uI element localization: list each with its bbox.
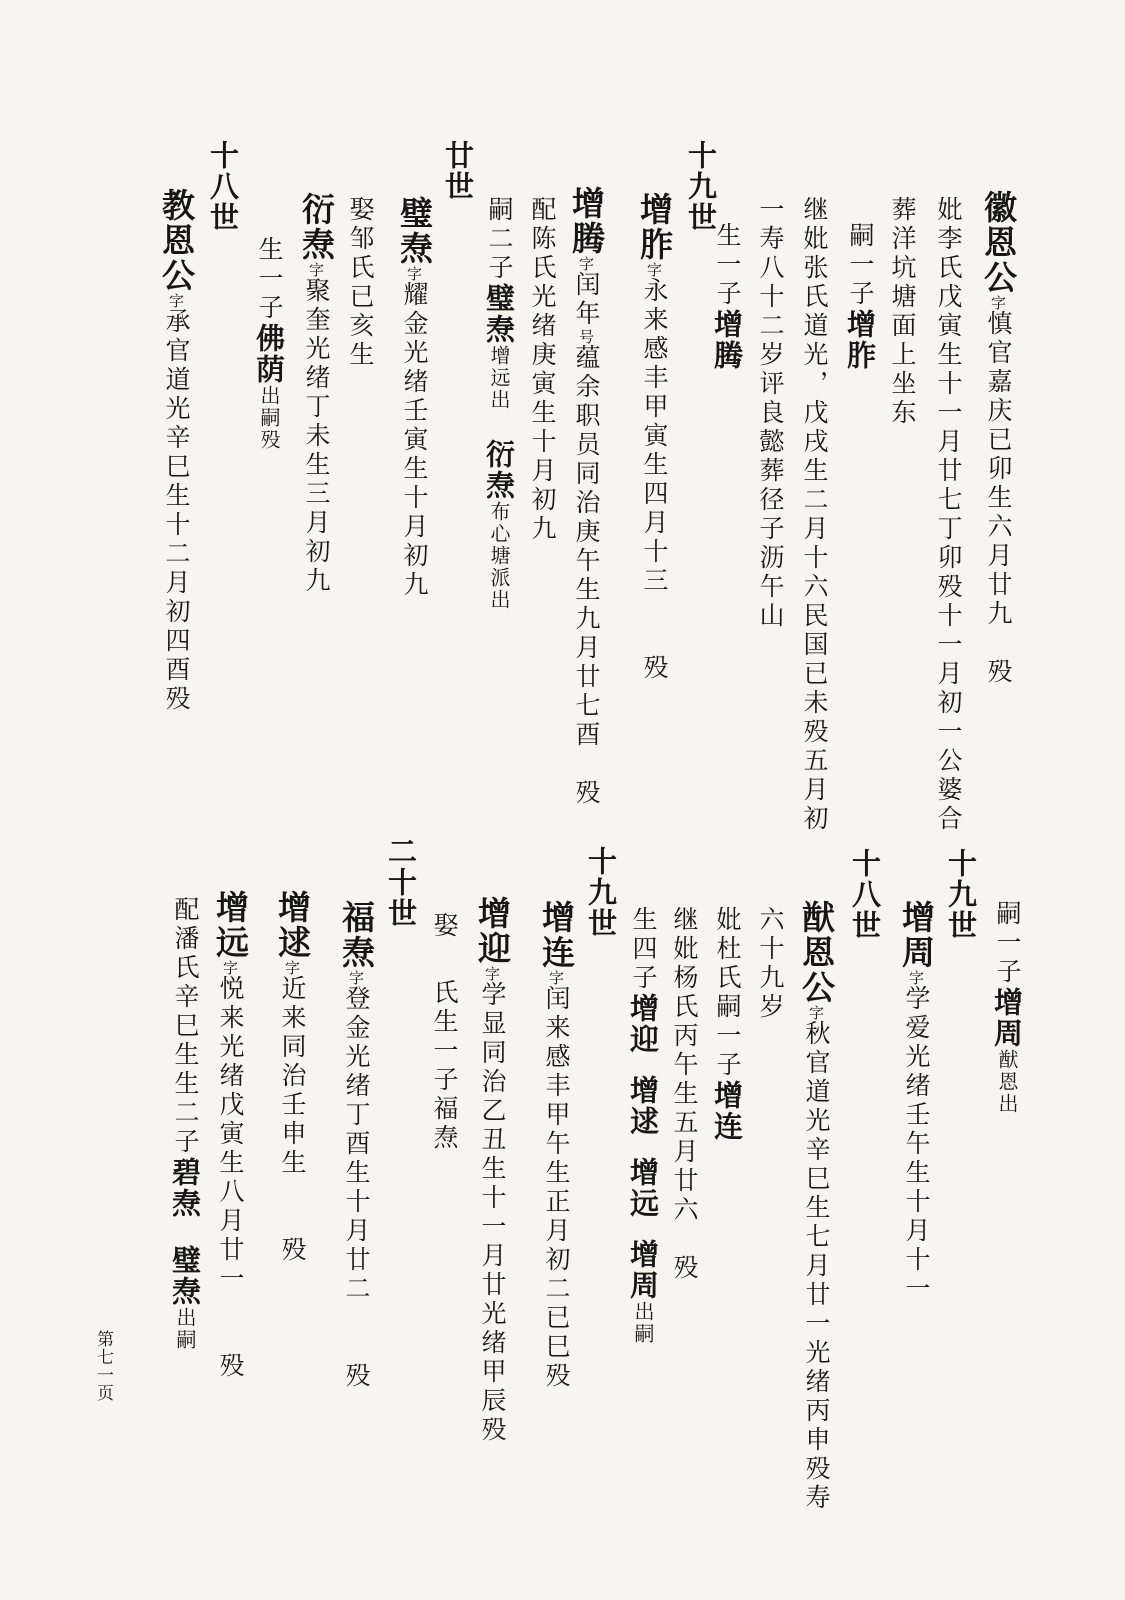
entry-huien-gong xyxy=(979,190,1018,687)
courtesy-marker: 字 xyxy=(405,266,423,281)
heir-name: 增胙 xyxy=(843,309,877,371)
entry-text: 承官道光辛巳生十二月初四酉殁 xyxy=(162,308,191,714)
entry-bitao xyxy=(395,196,434,600)
spouse-zou-line xyxy=(348,196,373,370)
heir-line xyxy=(843,222,877,371)
entry-text: 学显同治乙丑生十一月廿光绪甲辰殁 xyxy=(478,981,507,1445)
entry-text: 配陈氏光绪庚寅生十月初九 xyxy=(528,196,557,544)
entry-zengzuo xyxy=(635,192,674,683)
courtesy-marker: 字 xyxy=(807,1005,825,1020)
son-note: 出嗣 xyxy=(173,1307,197,1351)
entry-zengteng xyxy=(567,186,606,808)
hao-marker: 号 xyxy=(577,329,595,344)
prefix-text: 妣杜氏嗣一子 xyxy=(713,906,742,1080)
entry-text: 慎官嘉庆已卯生六月廿九 殁 xyxy=(984,310,1013,687)
son-name: 增腾 xyxy=(710,309,744,371)
entry-futao xyxy=(337,900,376,1391)
ancestor-name: 猷恩公 xyxy=(797,900,836,1005)
person-name: 增周 xyxy=(897,900,936,970)
person-name: 增连 xyxy=(537,900,576,970)
entry-youen-gong xyxy=(797,900,836,1513)
son-name: 增周 xyxy=(626,1239,660,1301)
spouse-yang-line xyxy=(672,906,697,1283)
ancestor-name: 徽恩公 xyxy=(979,190,1018,295)
generation-label: 廿世 xyxy=(441,140,475,202)
entry-text: 配潘氏辛巳生生二子 xyxy=(171,896,200,1157)
entry-text: 闰来感丰甲午生正月初二已巳殁 xyxy=(542,985,571,1391)
courtesy-marker: 字 xyxy=(283,960,301,975)
heir-note: 布心塘派出 xyxy=(487,501,511,611)
entry-zenglian xyxy=(537,900,576,1391)
entry-text: 继妣杨氏丙午生五月廿六 殁 xyxy=(670,906,699,1283)
entry-text: 六十九岁 xyxy=(756,906,785,1022)
entry-text: 氏生一子福焘 xyxy=(430,979,459,1153)
age-line xyxy=(758,906,783,1022)
son-name: 增迎 xyxy=(626,993,660,1055)
entry-zengzhou xyxy=(897,900,936,1304)
burial-line xyxy=(890,196,915,428)
prefix-text: 嗣一子 xyxy=(846,222,875,309)
heir-note: 增远出 xyxy=(487,345,511,411)
entry-zengqiu xyxy=(273,890,312,1265)
prefix-text: 生一子 xyxy=(255,236,284,323)
person-name: 增逑 xyxy=(273,890,312,960)
generation-label: 十九世 xyxy=(584,846,618,939)
courtesy-marker: 字 xyxy=(483,966,501,981)
entry-text: 耀金光绪壬寅生十月初九 xyxy=(400,281,429,600)
entry-jiaoen-gong xyxy=(157,188,196,714)
son-name: 璧焘 xyxy=(168,1245,202,1307)
page-number: 第七一页 xyxy=(93,1330,113,1402)
courtesy-marker: 字 xyxy=(221,960,239,975)
courtesy-marker: 字 xyxy=(547,970,565,985)
entry-text: 妣李氏戊寅生十一月廿七丁卯殁十一月初一公婆合 xyxy=(934,196,963,834)
entry-text: 永来感丰甲寅生四月十三 殁 xyxy=(640,277,669,683)
son-name: 碧焘 xyxy=(168,1157,202,1219)
person-name: 增腾 xyxy=(567,186,606,256)
courtesy-marker: 字 xyxy=(307,262,325,277)
son-name: 佛荫 xyxy=(252,323,286,385)
son-note: 出嗣 xyxy=(631,1301,655,1345)
ancestor-name: 教恩公 xyxy=(157,188,196,293)
son-line xyxy=(710,222,744,371)
courtesy-marker: 字 xyxy=(167,293,185,308)
entry-text: 登金光绪丁酉生十月廿二 殁 xyxy=(342,985,371,1391)
entry-text: 近来同治壬申生 殁 xyxy=(278,975,307,1265)
generation-label: 十八世 xyxy=(206,140,240,233)
entry-yantao xyxy=(297,192,336,596)
prefix-text: 嗣二子 xyxy=(485,196,514,283)
courtesy-marker: 字 xyxy=(989,295,1007,310)
prefix-text: 嗣一子 xyxy=(993,900,1022,987)
heir-note: 猷恩出 xyxy=(995,1049,1019,1115)
heir-name: 衍焘 xyxy=(482,439,516,501)
son-note: 出嗣殁 xyxy=(257,385,281,451)
heirs-line xyxy=(482,196,516,611)
person-name: 增远 xyxy=(211,890,250,960)
entry-text: 葬洋坑塘面上坐东 xyxy=(888,196,917,428)
spouse-line xyxy=(432,912,457,1153)
entry-text: 聚奎光绪丁未生三月初九 xyxy=(302,277,331,596)
prefix-text: 生四子 xyxy=(629,906,658,993)
person-name: 衍焘 xyxy=(297,192,336,262)
generation-label: 二十世 xyxy=(384,836,418,929)
entry-zengying xyxy=(473,896,512,1445)
courtesy-marker: 字 xyxy=(907,970,925,985)
age-burial-line xyxy=(758,196,783,631)
entry-text: 一寿八十二岁评良懿葬径子沥午山 xyxy=(756,196,785,631)
spouse-du-line xyxy=(710,906,744,1142)
spouse-zhang-line xyxy=(802,196,827,834)
generation-label: 十八世 xyxy=(848,848,882,941)
son-line xyxy=(252,236,286,451)
entry-text: 学爱光绪壬午生十月十一 xyxy=(902,985,931,1304)
person-name: 增胙 xyxy=(635,192,674,262)
prefix-text: 生一子 xyxy=(713,222,742,309)
spouse-pan-line xyxy=(168,896,202,1351)
courtesy-marker: 字 xyxy=(577,256,595,271)
son-name: 增逑 xyxy=(626,1075,660,1137)
generation-label: 十九世 xyxy=(684,140,718,233)
person-name: 福焘 xyxy=(337,900,376,970)
entry-text: 娶邹氏已亥生 xyxy=(346,196,375,370)
entry-text: 秋官道光辛巳生七月廿一光绪丙申殁寿 xyxy=(802,1020,831,1513)
courtesy-marker: 字 xyxy=(347,970,365,985)
heir-name: 增周 xyxy=(990,987,1024,1049)
entry-text: 蕴余职员同治庚午生九月廿七酉 殁 xyxy=(572,344,601,808)
son-name: 增远 xyxy=(626,1157,660,1219)
entry-text: 悦来光绪戊寅生八月廿一 殁 xyxy=(216,975,245,1381)
courtesy-marker: 字 xyxy=(645,262,663,277)
heir-name: 璧焘 xyxy=(482,283,516,345)
person-name: 璧焘 xyxy=(395,196,434,266)
generation-label: 十九世 xyxy=(944,848,978,941)
entry-zengyuan xyxy=(211,890,250,1381)
person-name: 增迎 xyxy=(473,896,512,966)
heir-line xyxy=(990,900,1024,1115)
spouse-chen-line xyxy=(530,196,555,544)
entry-text: 闰年 xyxy=(572,271,601,329)
entry-text: 继妣张氏道光，戊戌生二月十六民国已未殁五月初 xyxy=(800,196,829,834)
spouse-li-line xyxy=(936,196,961,834)
entry-text: 娶 xyxy=(430,912,459,941)
heir-name: 增连 xyxy=(710,1080,744,1142)
four-sons-line xyxy=(626,906,660,1345)
